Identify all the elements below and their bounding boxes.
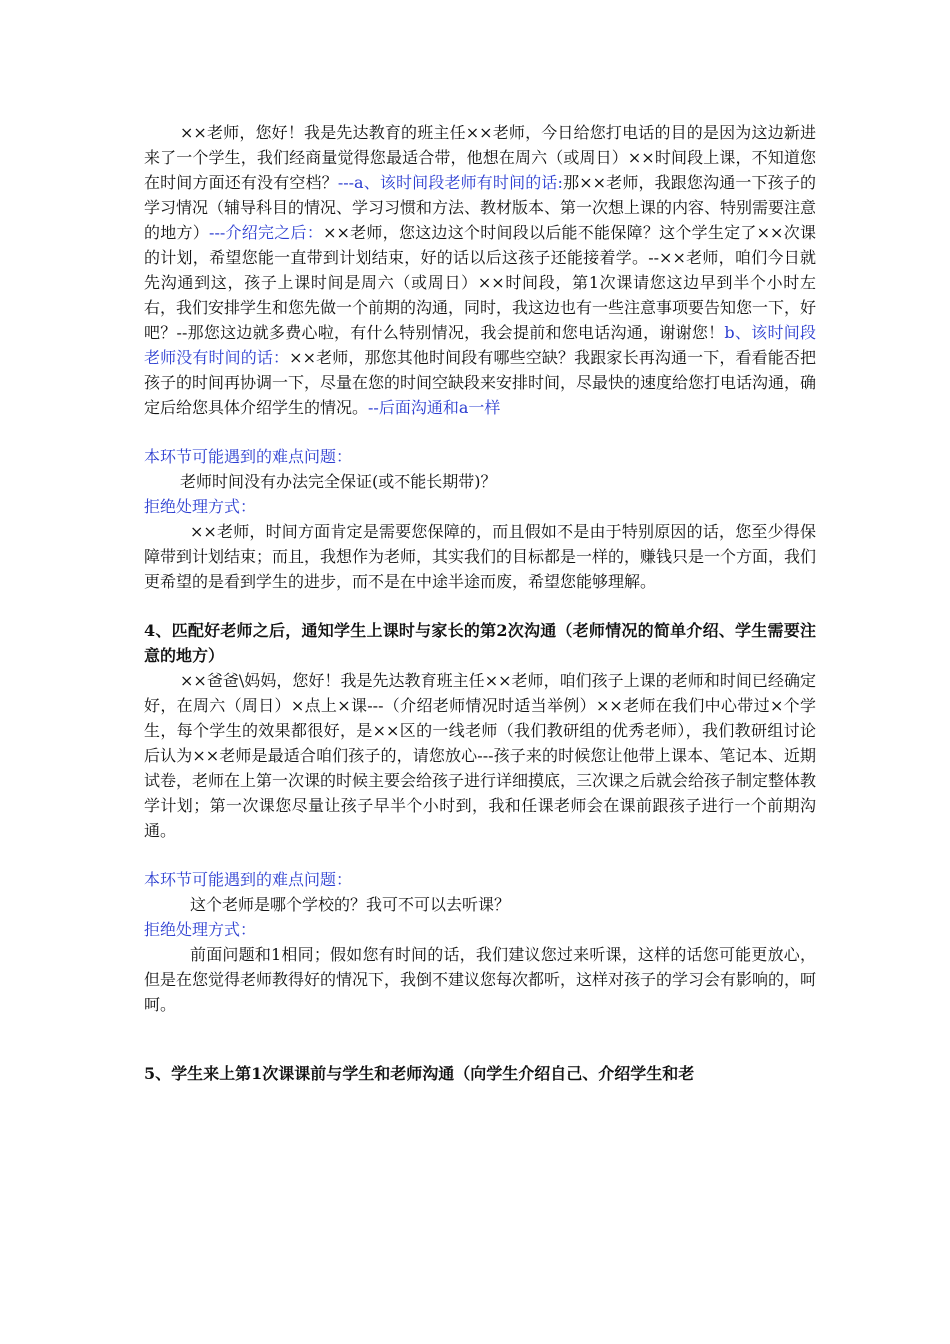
- document-page: [144, 120, 816, 1086]
- script-after-intro: ××老师，您这边这个时间段以后能不能保障？这个学生定了××次课的计划，希望您能一直带到计划结束，好的话以后这孩子还能接着学。--××老师，咱们今日就先沟通到这，孩子上课时间是周六（或周日）××时间段，第1次课请您这边早到半个小时左右，我们安排学生和您先做一个前期的沟通，同时，我这边也有一些注意事项要告知您一下，好吧？--那您这边就多费心啦，有什么特别情况，我会提前和您电话沟通，谢谢您！: [144, 223, 817, 342]
- script-intro: ××老师，您好！我是先达教育的班主任××老师，今日给您打电话的目的是因为这边新进来了一个学生，我们经商量觉得您最适合带，他想在周六（或周日）××时间段上课，不知道您在时间方面还有没有空档？: [144, 123, 816, 192]
- difficulty-label: 本环节可能遇到的难点问题：: [144, 870, 353, 889]
- after-intro-label: ---介绍完之后：: [209, 223, 324, 242]
- teacher-call-script: [144, 120, 816, 420]
- script-branch-b: ××老师，那您其他时间段有哪些空缺？我跟家长再沟通一下，看看能否把孩子的时间再协调一下，尽量在您的时间空缺段来安排时间，尽最快的速度给您打电话沟通，确定后给您具体介绍学生的情况。: [144, 348, 817, 417]
- branch-b-label: b、该时间段老师没有时间的话：: [144, 323, 816, 367]
- branch-a-label: ---a、该时间段老师有时间的话:: [337, 173, 563, 192]
- handling-answer: 前面问题和1相同；假如您有时间的话，我们建议您过来听课，这样的话您可能更放心，但是在您觉得老师教得好的情况下，我倒不建议您每次都听，这样对孩子的学习会有影响的，呵呵。: [144, 945, 817, 1014]
- script-branch-a: 那××老师，我跟您沟通一下孩子的学习情况（辅导科目的情况、学习习惯和方法、教材版本、第一次想上课的内容、特别需要注意的地方）: [144, 173, 817, 242]
- difficulty-question: 老师时间没有办法完全保证(或不能长期带)？: [180, 472, 497, 491]
- difficulty-label: 本环节可能遇到的难点问题：: [144, 447, 353, 466]
- handling-label: 拒绝处理方式：: [144, 497, 257, 516]
- parent-call-script: ××爸爸\妈妈，您好！我是先达教育班主任××老师，咱们孩子上课的老师和时间已经确定好，在周六（周日）×点上×课---（介绍老师情况时适当举例）××老师在我们中心带过×个学生，每个学生的效果都很好，是××区的一线老师（我们教研组的优秀老师），我们教研组讨论后认为××老师是最适合咱们孩子的，请您放心---孩子来的时候您让他带上课本、笔记本、近期试卷，老师在上第一次课的时候主要会给孩子进行详细摸底，三次课之后就会给孩子制定整体教学计划；第一次课您尽量让孩子早半个小时到，我和任课老师会在课前跟孩子进行一个前期沟通。: [144, 671, 817, 840]
- handling-answer: ××老师，时间方面肯定是需要您保障的，而且假如不是由于特别原因的话，您至少得保障带到计划结束；而且，我想作为老师，其实我们的目标都是一样的，赚钱只是一个方面，我们更希望的是看到学生的进步，而不是在中途半途而废，希望您能够理解。: [144, 522, 817, 591]
- section-4-heading: 4、匹配好老师之后，通知学生上课时与家长的第2次沟通（老师情况的简单介绍、学生需要注意的地方）: [144, 621, 816, 665]
- section-5-heading: 5、学生来上第1次课课前与学生和老师沟通（向学生介绍自己、介绍学生和老: [144, 1064, 695, 1083]
- difficulty-question: 这个老师是哪个学校的？我可不可以去听课？: [190, 895, 511, 914]
- follow-up-note: --后面沟通和a一样: [368, 398, 501, 417]
- handling-label: 拒绝处理方式：: [144, 920, 257, 939]
